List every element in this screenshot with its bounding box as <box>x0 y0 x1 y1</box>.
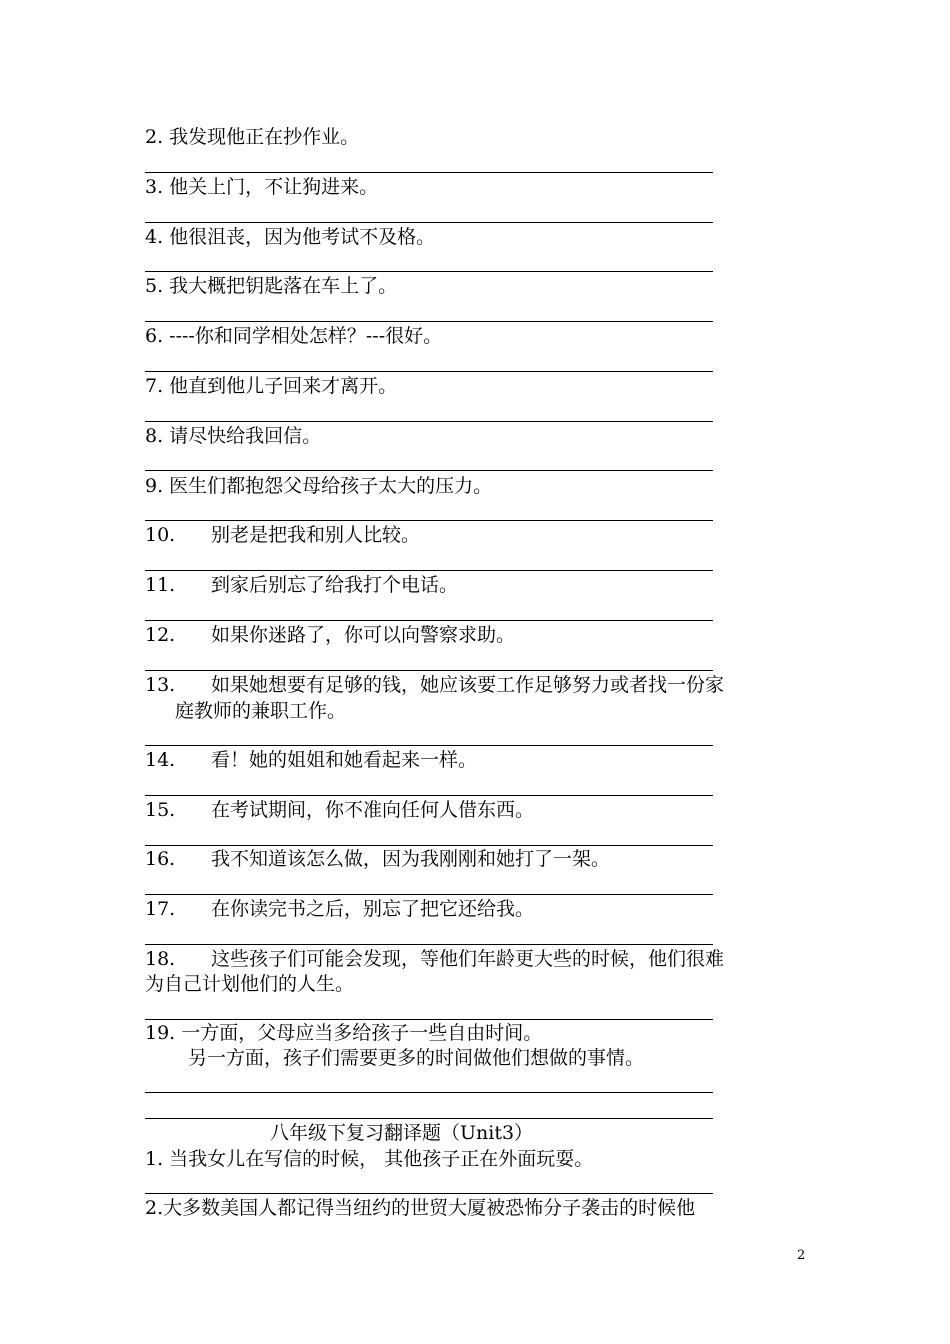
question-number: 16. <box>145 848 176 870</box>
answer-line[interactable] <box>145 894 713 895</box>
question-10 <box>145 524 813 546</box>
question-15 <box>145 799 813 821</box>
question-text: 在你读完书之后，别忘了把它还给我。 <box>211 898 535 920</box>
section-title: 八年级下复习翻译题（Unit3） <box>270 1122 534 1144</box>
unit3-question-2: 2.大多数美国人都记得当纽约的世贸大厦被恐怖分子袭击的时候他 <box>145 1197 696 1219</box>
answer-line[interactable] <box>145 520 713 521</box>
answer-line[interactable] <box>145 944 713 945</box>
answer-line[interactable] <box>145 271 713 272</box>
answer-line[interactable] <box>145 745 713 746</box>
answer-line[interactable] <box>145 470 713 471</box>
question-12 <box>145 624 813 646</box>
question-number: 14. <box>145 749 176 771</box>
question-text: 这些孩子们可能会发现，等他们年龄更大些的时候，他们很难 <box>211 948 725 970</box>
answer-line[interactable] <box>145 570 713 571</box>
question-18 <box>145 948 813 970</box>
answer-line[interactable] <box>145 795 713 796</box>
answer-line[interactable] <box>145 1092 713 1093</box>
question-number: 10. <box>145 524 176 546</box>
question-13-continuation: 庭教师的兼职工作。 <box>175 700 347 722</box>
answer-line[interactable] <box>145 620 713 621</box>
question-text: 我不知道该怎么做，因为我刚刚和她打了一架。 <box>211 848 611 870</box>
answer-line[interactable] <box>145 222 713 223</box>
question-number: 13. <box>145 674 176 696</box>
question-11 <box>145 574 813 596</box>
question-19-continuation: 另一方面，孩子们需要更多的时间做他们想做的事情。 <box>188 1047 645 1069</box>
question-3: 3. 他关上门，不让狗进来。 <box>145 176 379 198</box>
question-9: 9. 医生们都抱怨父母给孩子太大的压力。 <box>145 475 493 497</box>
answer-line[interactable] <box>145 670 713 671</box>
question-text: 如果她想要有足够的钱，她应该要工作足够努力或者找一份家 <box>211 674 725 696</box>
page-number: 2 <box>797 1248 806 1263</box>
question-14 <box>145 749 813 771</box>
question-text: 如果你迷路了，你可以向警察求助。 <box>211 624 516 646</box>
answer-line[interactable] <box>145 321 713 322</box>
question-number: 17. <box>145 898 176 920</box>
question-text: 别老是把我和别人比较。 <box>211 524 421 546</box>
answer-line[interactable] <box>145 845 713 846</box>
question-5: 5. 我大概把钥匙落在车上了。 <box>145 275 398 297</box>
question-16 <box>145 848 813 870</box>
question-number: 12. <box>145 624 176 646</box>
question-text: 到家后别忘了给我打个电话。 <box>211 574 459 596</box>
question-number: 18. <box>145 948 176 970</box>
question-7: 7. 他直到他儿子回来才离开。 <box>145 375 398 397</box>
question-6: 6. ----你和同学相处怎样？---很好。 <box>145 325 443 347</box>
question-2: 2. 我发现他正在抄作业。 <box>145 126 360 148</box>
question-number: 15. <box>145 799 176 821</box>
unit3-question-1: 1. 当我女儿在写信的时候， 其他孩子正在外面玩耍。 <box>145 1148 594 1170</box>
answer-line[interactable] <box>145 1193 713 1194</box>
question-19: 19. 一方面，父母应当多给孩子一些自由时间。 <box>145 1022 543 1044</box>
question-8: 8. 请尽快给我回信。 <box>145 425 322 447</box>
question-13 <box>145 674 813 696</box>
question-text: 在考试期间，你不准向任何人借东西。 <box>211 799 535 821</box>
answer-line[interactable] <box>145 1019 713 1020</box>
answer-line[interactable] <box>145 421 713 422</box>
question-4: 4. 他很沮丧，因为他考试不及格。 <box>145 226 436 248</box>
question-17 <box>145 898 813 920</box>
question-number: 11. <box>145 574 176 596</box>
question-18-continuation: 为自己计划他们的人生。 <box>145 973 355 995</box>
answer-line[interactable] <box>145 172 713 173</box>
question-text: 看！她的姐姐和她看起来一样。 <box>211 749 478 771</box>
answer-line[interactable] <box>145 1118 713 1119</box>
answer-line[interactable] <box>145 371 713 372</box>
